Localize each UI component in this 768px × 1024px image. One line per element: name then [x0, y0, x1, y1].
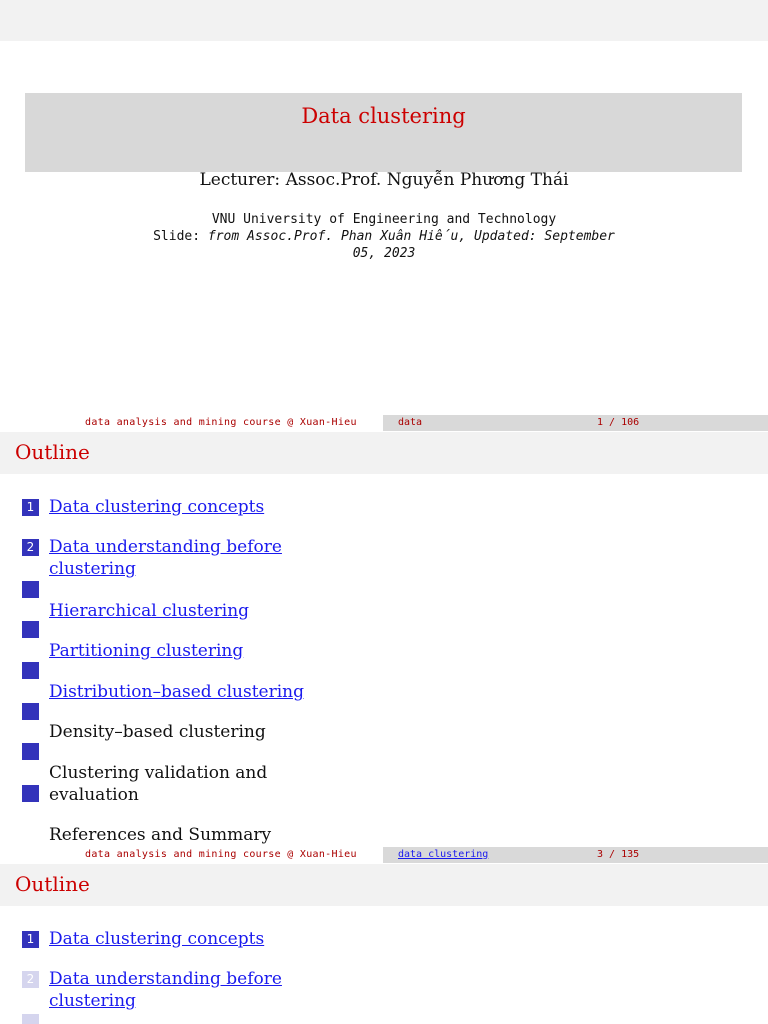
outline-item-validation	[49, 762, 267, 806]
institute-name: VNU University of Engineering and Technology	[211, 212, 557, 227]
outline-item-validation-line2: evaluation	[49, 785, 139, 805]
lecturer-line: Lecturer: Assoc.Prof. Nguyễn Phương Thái	[199, 170, 569, 190]
bullet-1: 1	[22, 499, 39, 516]
bullet-8	[22, 785, 39, 802]
outline-header	[0, 864, 768, 906]
slide-title: Data clustering	[301, 104, 466, 128]
outline-heading: Outline	[15, 440, 90, 464]
outline-item-validation-line1: Clustering validation and	[49, 763, 268, 783]
outline-link-understanding-line1: Data understanding before	[49, 969, 282, 989]
footer-course: data analysis and mining course @ Xuan-Hieu	[85, 417, 357, 428]
outline-link-concepts[interactable]: Data clustering concepts	[49, 929, 265, 949]
bullet-5	[22, 662, 39, 679]
outline-link-understanding[interactable]	[49, 536, 282, 580]
footer-mid-bar	[383, 415, 768, 431]
footer-mid-bar	[383, 847, 768, 863]
slide-source-line	[150, 228, 618, 262]
footer-course: data analysis and mining course @ Xuan-Hieu	[85, 849, 357, 860]
outline-link-understanding[interactable]	[49, 968, 282, 1012]
bullet-4	[22, 621, 39, 638]
slide-source-text: from Assoc.Prof. Phan Xuân Hiếu, Updated: September 05, 2023	[207, 229, 615, 261]
outline-link-understanding-line2: clustering	[49, 991, 136, 1011]
bullet-2-faded: 2	[22, 971, 39, 988]
bullet-1: 1	[22, 931, 39, 948]
bullet-2: 2	[22, 539, 39, 556]
bullet-3	[22, 581, 39, 598]
bullet-3-faded	[22, 1014, 39, 1024]
footer-page-number: 1 / 106	[597, 417, 640, 428]
bullet-7	[22, 743, 39, 760]
footer-short-title-link[interactable]: data clustering	[398, 849, 489, 860]
outline-item-density: Density–based clustering	[49, 722, 266, 742]
outline-link-understanding-line2: clustering	[49, 559, 136, 579]
footer-page-number: 3 / 135	[597, 849, 640, 860]
footer-short-title: data	[398, 417, 423, 428]
title-box	[25, 93, 742, 172]
bullet-6	[22, 703, 39, 720]
outline-link-partitioning[interactable]: Partitioning clustering	[49, 641, 244, 661]
footer-slide-2	[0, 847, 768, 863]
outline-link-distribution[interactable]: Distribution–based clustering	[49, 682, 304, 702]
outline-link-understanding-line1: Data understanding before	[49, 537, 282, 557]
outline-link-concepts[interactable]: Data clustering concepts	[49, 497, 265, 517]
footer-slide-1	[0, 415, 768, 431]
slide-source-prefix: Slide:	[153, 229, 208, 244]
outline-heading: Outline	[15, 872, 90, 896]
outline-link-hierarchical[interactable]: Hierarchical clustering	[49, 601, 250, 621]
outline-item-references: References and Summary	[49, 825, 272, 845]
institute-block	[150, 211, 618, 262]
top-margin-bar	[0, 0, 768, 41]
outline-header	[0, 432, 768, 474]
